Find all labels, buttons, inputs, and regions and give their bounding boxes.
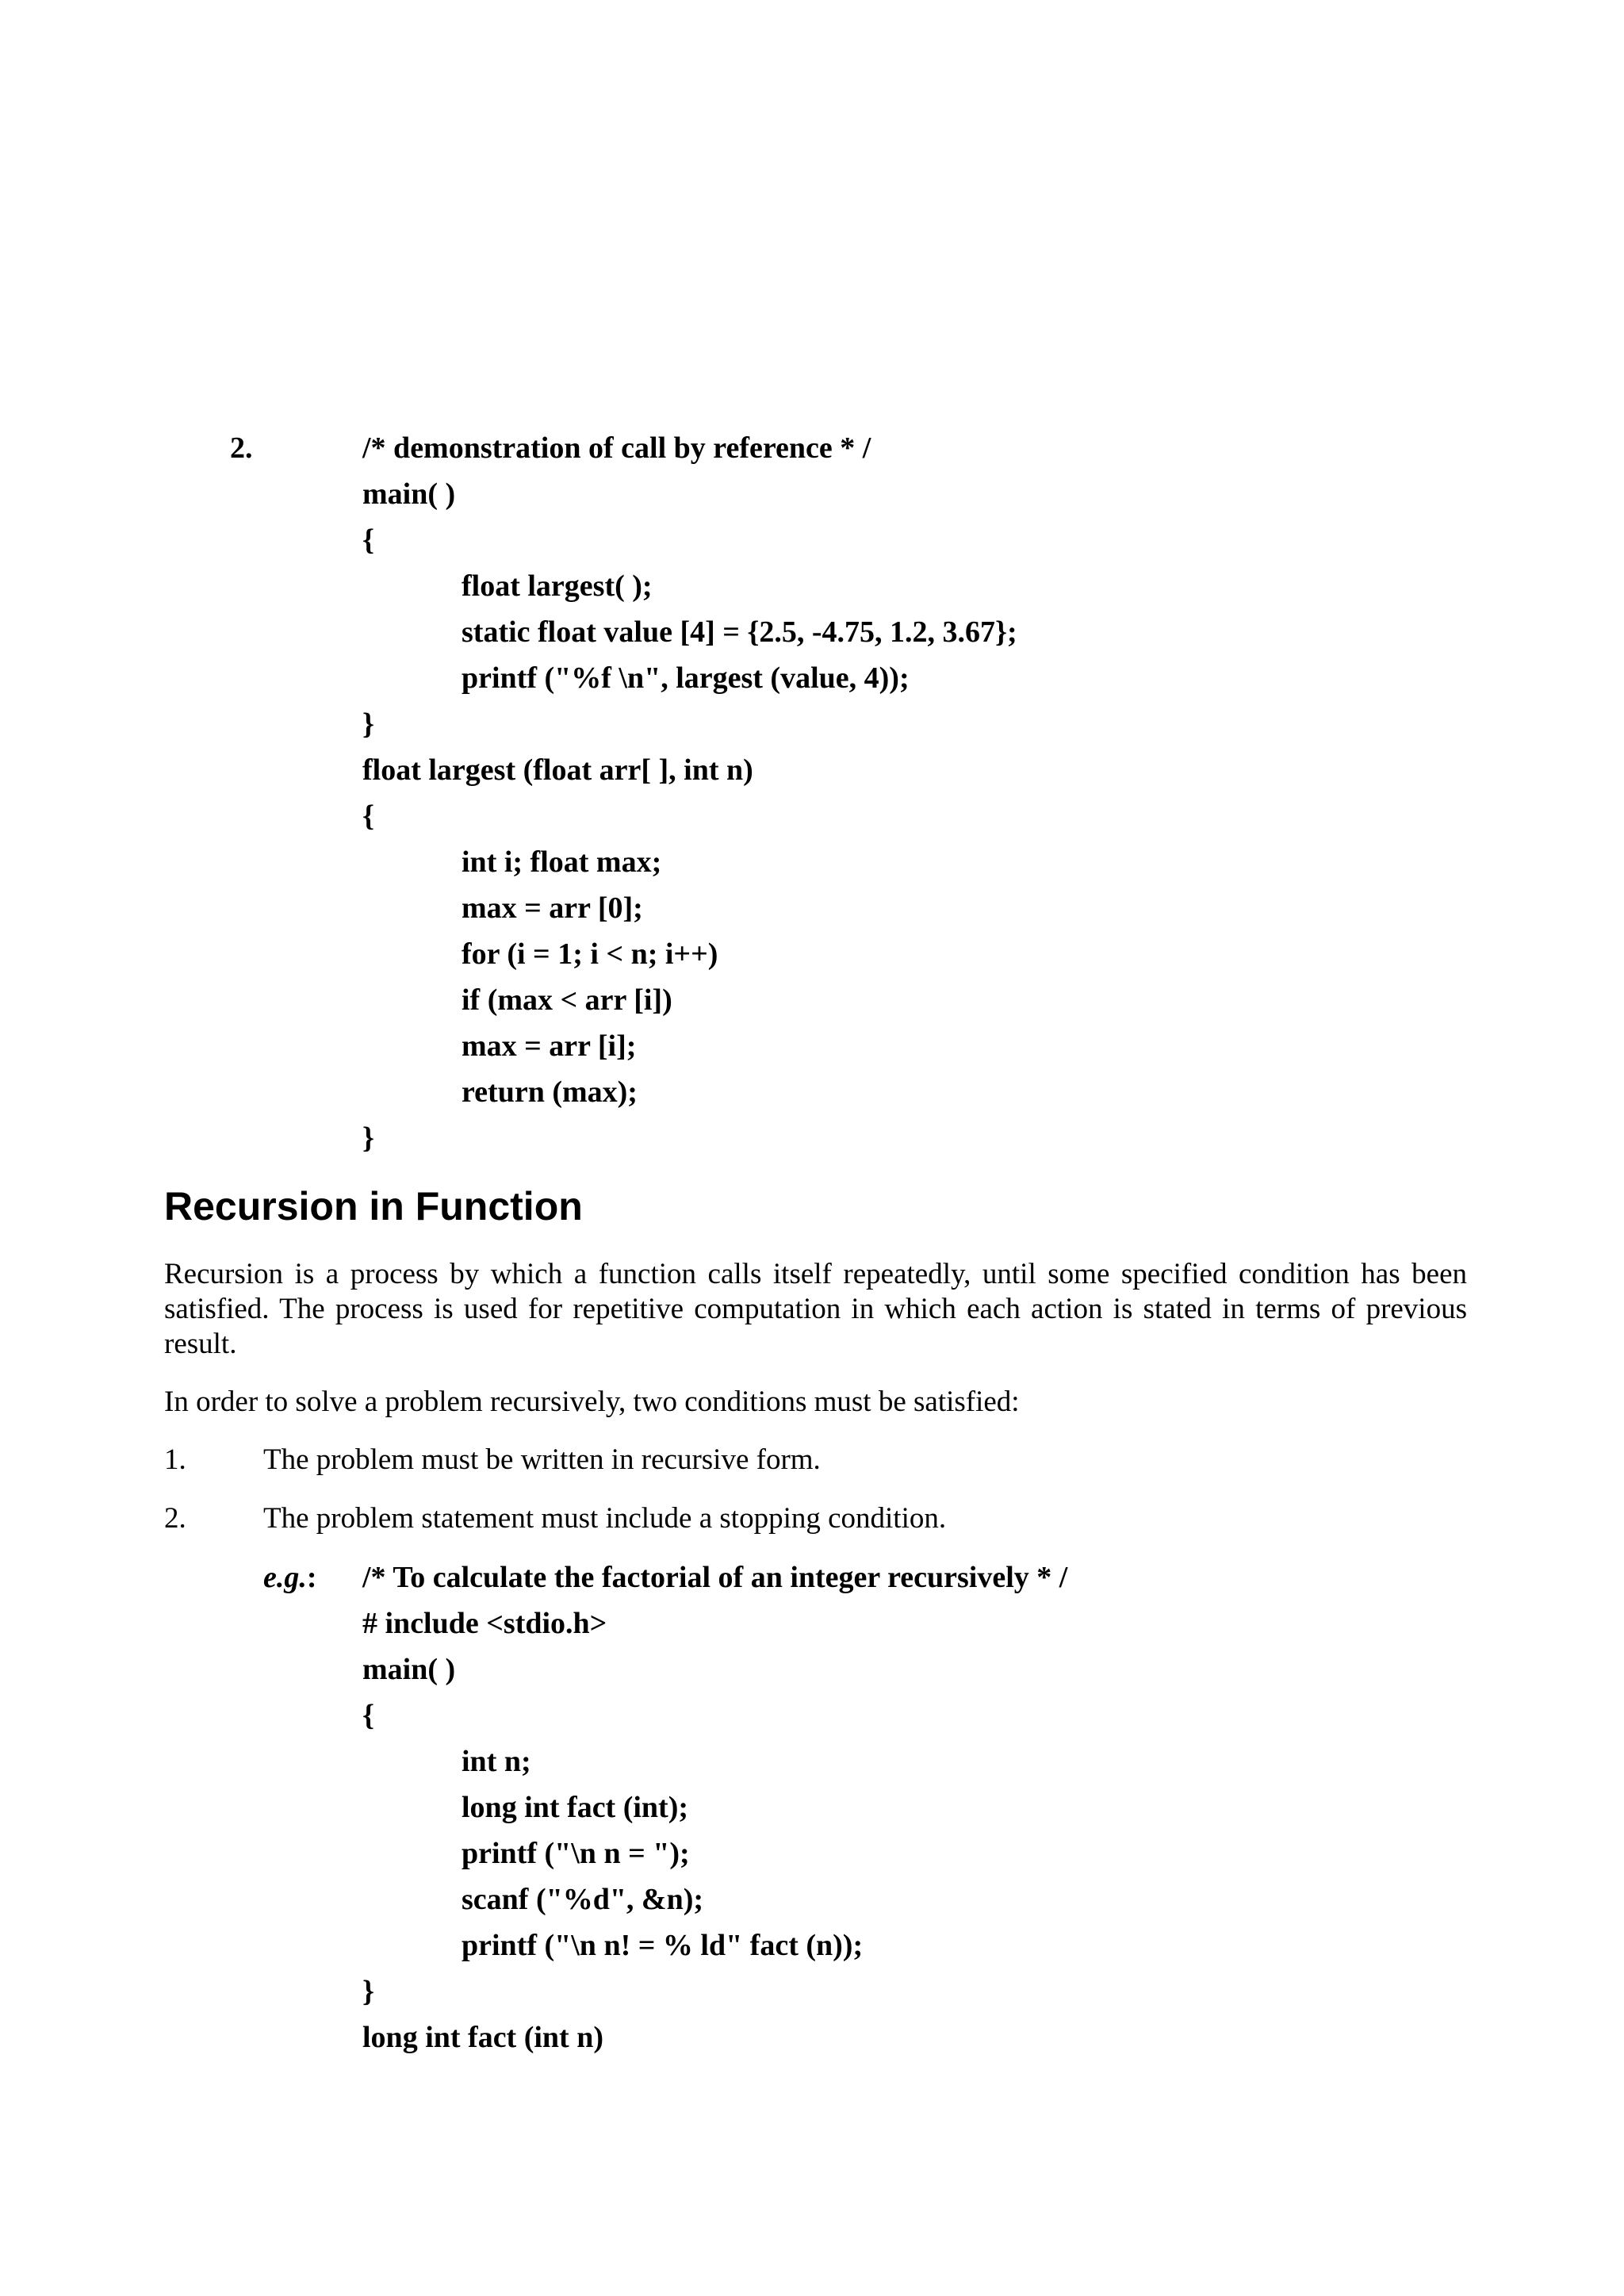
code-line: long int fact (int); [462,1791,689,1824]
code-line: if (max < arr [i]) [462,983,672,1017]
code-line: } [362,1121,374,1155]
code-line: static float value [4] = {2.5, -4.75, 1.2, 3.67}; [462,615,1017,649]
code-line: main( ) [362,477,456,511]
code-line: max = arr [0]; [462,891,643,925]
code-line: { [362,523,374,557]
code-line: /* To calculate the factorial of an integer recursively * / [362,1561,1068,1594]
list-item-number: 1. [164,1443,186,1476]
code-line: # include <stdio.h> [362,1607,607,1640]
code-line: { [362,1699,374,1732]
example-label-text: e.g. [263,1561,307,1594]
paragraph: Recursion is a process by which a function calls itself repeatedly, until some specified condition has been satisfied. The process is used for repetitive computation in which each action is stated in terms of previous result. [164,1258,1467,1360]
code-line: printf ("\n n = "); [462,1837,690,1870]
code-line: int n; [462,1745,531,1778]
example-label [263,1562,317,1593]
code-line: long int fact (int n) [362,2021,603,2054]
code-line: scanf ("%d", &n); [462,1883,704,1916]
paragraph: In order to solve a problem recursively, two conditions must be satisfied: [164,1386,1020,1418]
code-line: float largest( ); [462,569,653,603]
list-item-text: The problem must be written in recursive form. [263,1443,821,1476]
list-item-text: The problem statement must include a stopping condition. [263,1502,947,1535]
code-line: { [362,799,374,833]
code-line: } [362,707,374,741]
list-item-number: 2. [164,1502,186,1535]
code-line: main( ) [362,1653,456,1686]
code-line: return (max); [462,1075,638,1109]
section-heading: Recursion in Function [164,1184,583,1228]
code-line: printf ("%f \n", largest (value, 4)); [462,661,910,695]
code-line: } [362,1975,374,2008]
code-line: float largest (float arr[ ], int n) [362,753,753,787]
code-line: printf ("\n n! = % ld" fact (n)); [462,1929,864,1962]
code-line: for (i = 1; i < n; i++) [462,937,718,971]
code-line: /* demonstration of call by reference * / [362,431,871,465]
example-number: 2. [230,431,253,465]
code-line: int i; float max; [462,845,662,879]
example-label-colon: : [306,1561,317,1594]
code-line: max = arr [i]; [462,1029,637,1063]
